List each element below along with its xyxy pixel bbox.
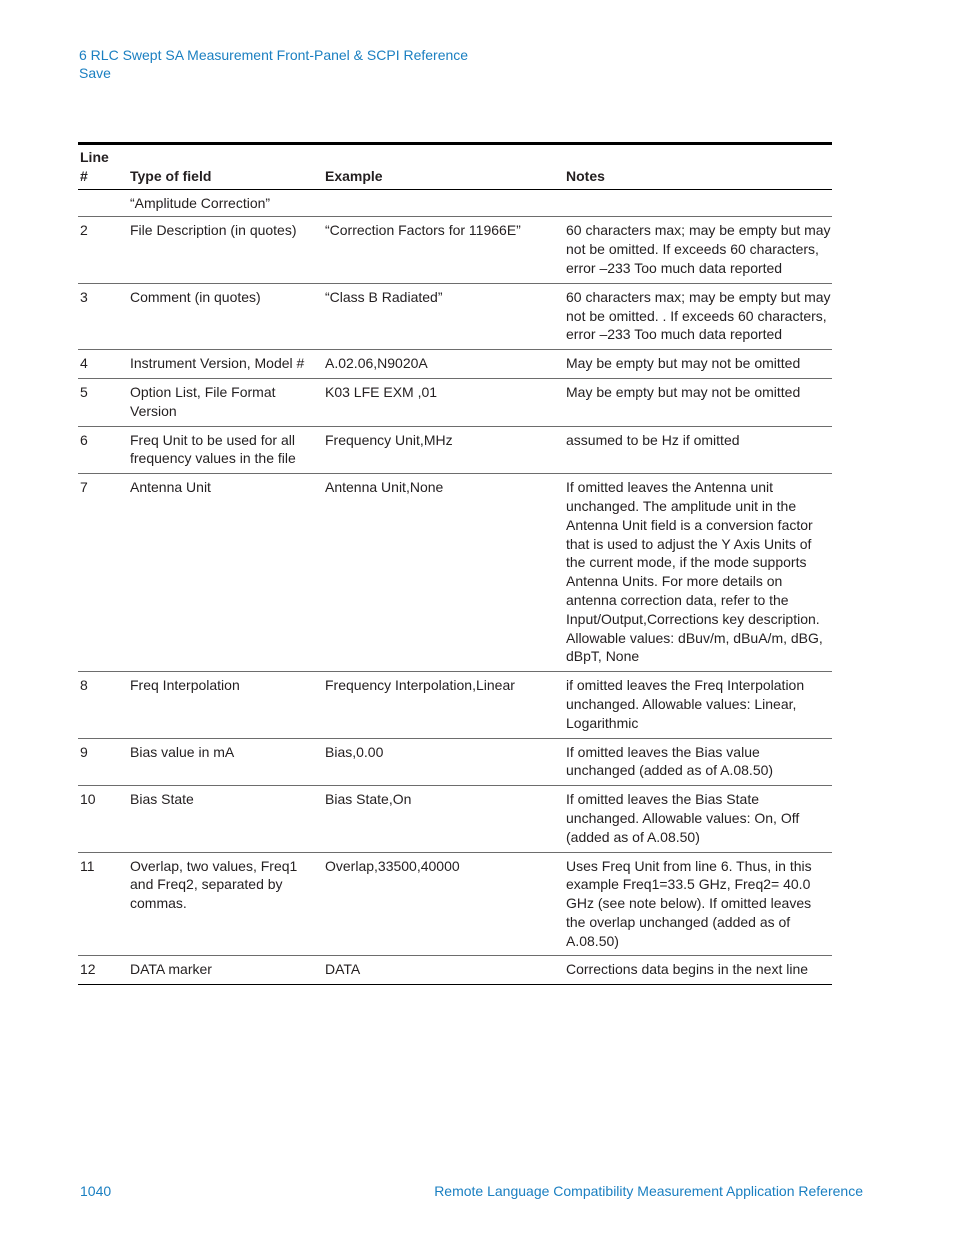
column-header-line: Line # (80, 149, 109, 184)
table-row (78, 217, 832, 283)
example-cell: “Class B Radiated” (325, 288, 443, 305)
notes-cell: If omitted leaves the Bias value unchanged (added as of A.08.50) (566, 743, 774, 779)
table-row (78, 786, 832, 852)
table-header-row (78, 145, 832, 190)
table-row (78, 190, 832, 218)
example-cell: Antenna Unit,None (325, 479, 444, 496)
notes-cell: If omitted leaves the Bias State unchanged. Allowable values: On, Off (added as of A.08.50) (566, 791, 800, 845)
line-number-cell: 11 (80, 857, 95, 874)
table-row (78, 474, 832, 672)
notes-cell: 60 characters max; may be empty but may not be omitted. . If exceeds 60 characters, error –233 Too much data reported (566, 288, 831, 343)
line-number-cell: 10 (80, 791, 96, 808)
notes-cell: 60 characters max; may be empty but may not be omitted. If exceeds 60 characters, error –233 Too much data reported (566, 222, 831, 276)
notes-cell: Corrections data begins in the next line (566, 961, 809, 978)
page-number: 1040 (80, 1183, 112, 1199)
notes-cell: assumed to be Hz if omitted (566, 431, 740, 448)
table-row (78, 672, 832, 738)
line-number-cell: 9 (80, 743, 88, 760)
column-header-type: Type of field (130, 167, 212, 184)
field-type-cell: Bias State (130, 791, 194, 808)
column-header-example: Example (325, 167, 383, 184)
field-type-cell: DATA marker (130, 961, 212, 978)
line-number-cell: 8 (80, 677, 88, 694)
field-type-cell: Freq Interpolation (130, 677, 240, 694)
line-number-cell (78, 190, 128, 217)
table-row (78, 350, 832, 379)
field-type-cell: Overlap, two values, Freq1 and Freq2, separated by commas. (130, 857, 298, 912)
table-row (78, 379, 832, 427)
notes-cell: Uses Freq Unit from line 6. Thus, in this example Freq1=33.5 GHz, Freq2= 40.0 GHz (see note below). If omitted leaves the overlap unchanged (added as of A.08.50) (566, 857, 812, 949)
example-cell (323, 190, 564, 217)
example-cell: Bias,0.00 (325, 743, 384, 760)
notes-cell: if omitted leaves the Freq Interpolation unchanged. Allowable values: Linear, Logarithmic (566, 677, 805, 731)
field-table (78, 142, 832, 985)
table-row (78, 427, 832, 475)
running-header (79, 46, 468, 82)
table-row (78, 739, 832, 787)
field-type-cell: “Amplitude Correction” (130, 194, 271, 211)
example-cell: A.02.06,N9020A (325, 355, 428, 372)
line-number-cell: 2 (80, 222, 88, 239)
example-cell: Frequency Interpolation,Linear (325, 677, 515, 694)
field-type-cell: Comment (in quotes) (130, 288, 261, 305)
line-number-cell: 12 (80, 961, 96, 978)
column-header-notes: Notes (566, 167, 605, 184)
chapter-title: 6 RLC Swept SA Measurement Front-Panel & SCPI Reference (79, 47, 469, 63)
field-type-cell: File Description (in quotes) (130, 222, 297, 239)
section-title: Save (79, 65, 111, 81)
notes-cell: If omitted leaves the Antenna unit unchanged. The amplitude unit in the Antenna Unit field is a conversion factor that is used to adjust the Y Axis Units of the current mode, if the mode supports Antenna Units. For more details on antenna correction data, refer to the Input/Output,Corrections key description. Allowable values: dBuv/m, dBuA/m, dBG, dBpT, None (566, 479, 823, 665)
line-number-cell: 5 (80, 383, 88, 400)
field-type-cell: Bias value in mA (130, 743, 235, 760)
field-type-cell: Freq Unit to be used for all frequency values in the file (130, 431, 296, 467)
field-type-cell: Instrument Version, Model # (130, 355, 305, 372)
notes-cell: May be empty but may not be omitted (566, 383, 801, 400)
table-row (78, 956, 832, 985)
field-type-cell: Antenna Unit (130, 479, 211, 496)
notes-cell: May be empty but may not be omitted (566, 355, 801, 372)
example-cell: Bias State,On (325, 791, 412, 808)
line-number-cell: 7 (80, 479, 88, 496)
line-number-cell: 6 (80, 431, 88, 448)
line-number-cell: 3 (80, 288, 88, 305)
book-title: Remote Language Compatibility Measurement Application Reference (434, 1183, 863, 1199)
notes-cell (564, 190, 832, 217)
field-type-cell: Option List, File Format Version (130, 383, 276, 419)
table-row (78, 284, 832, 350)
example-cell: Frequency Unit,MHz (325, 431, 453, 448)
example-cell: DATA (325, 961, 361, 978)
table-row (78, 853, 832, 957)
example-cell: K03 LFE EXM ,01 (325, 383, 438, 400)
example-cell: Overlap,33500,40000 (325, 857, 460, 874)
example-cell: “Correction Factors for 11966E” (325, 222, 521, 239)
line-number-cell: 4 (80, 355, 88, 372)
